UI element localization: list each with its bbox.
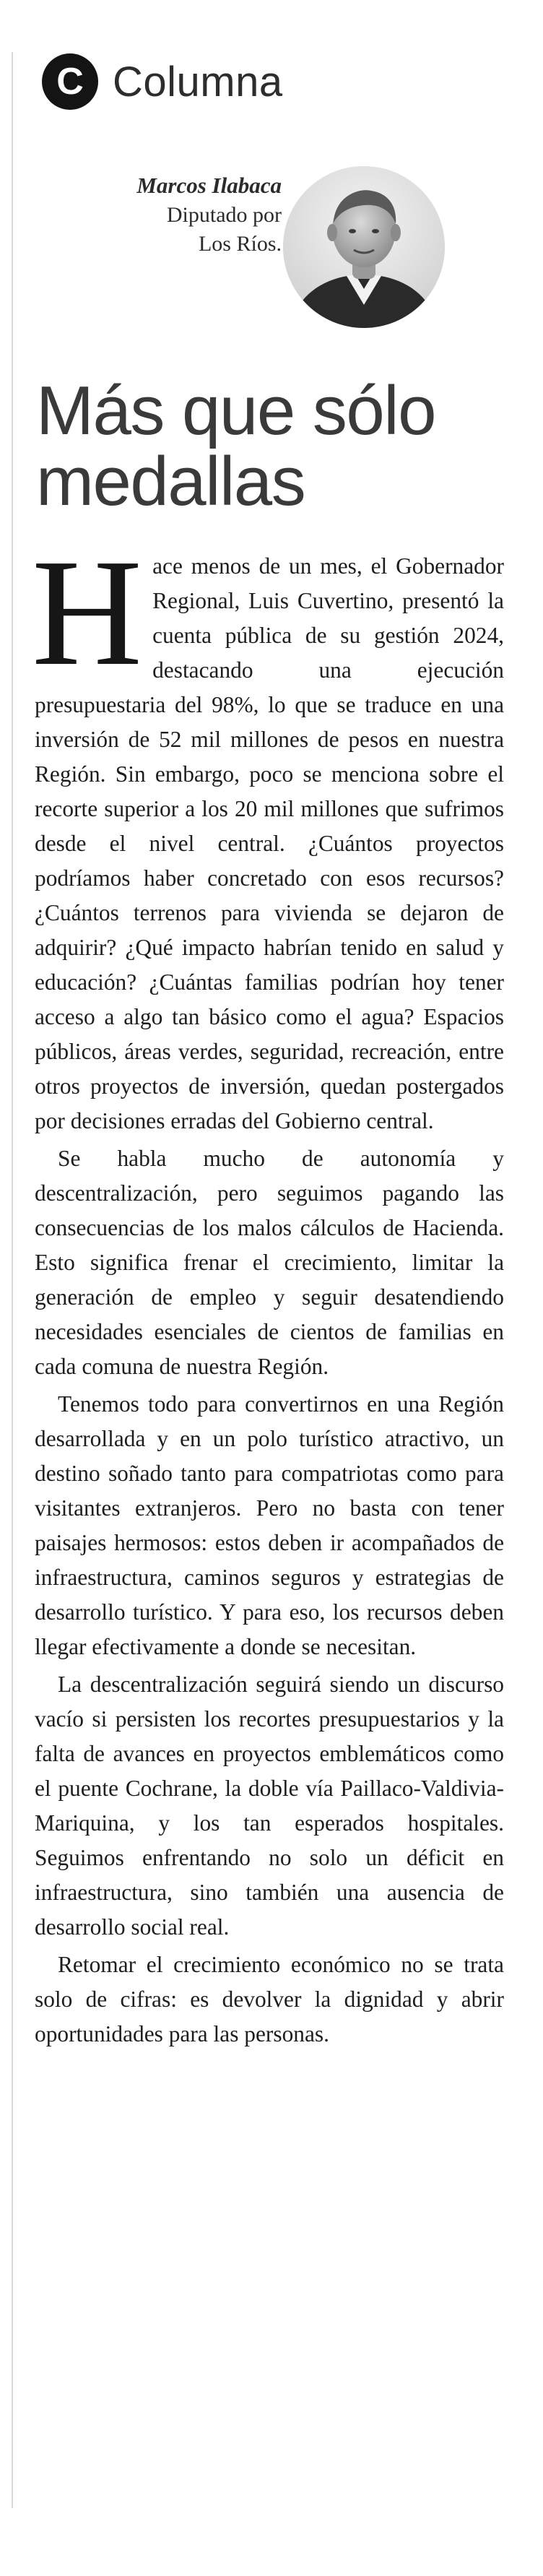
paragraph-2: Se habla mucho de autonomía y descentralización, pero seguimos pagando las consecuencias de los malos cálculos de Hacienda. Esto significa frenar el crecimiento, limitar la generación de empleo y seguir desatendiendo necesidades esenciales de cientos de familias en cada comuna de nuestra Región. xyxy=(35,1146,504,1379)
headline-line-1: Más que sólo xyxy=(36,372,435,449)
section-label: Columna xyxy=(113,58,283,105)
article-headline xyxy=(36,372,513,520)
paragraph-5: Retomar el crecimiento económico no se trata solo de cifras: es devolver la dignidad y abrir oportunidades para las personas. xyxy=(35,1952,504,2046)
headline-line-2: medallas xyxy=(36,442,305,520)
left-margin-rule xyxy=(12,52,13,2508)
paragraph-1-text: ace menos de un mes, el Gobernador Regional, Luis Cuvertino, presentó la cuenta pública de su gestión 2024, destacando una ejecución presupuestaria del 98%, lo que se traduce en una inversión de 52 mil millones de pesos en nuestra Región. Sin embargo, poco se menciona sobre el recorte superior a los 20 mil millones que sufrimos desde el nivel central. ¿Cuántos proyectos podríamos haber concretado con esos recursos? ¿Cuántos terrenos para vivienda se dejaron de adquirir? ¿Qué impacto habrían tenido en salud y educación? ¿Cuántas familias podrían hoy tener acceso a algo tan básico como el agua? Espacios públicos, áreas verdes, seguridad, recreación, entre otros proyectos de inversión, quedan postergados por decisiones erradas del Gobierno central. xyxy=(35,553,504,1133)
author-byline xyxy=(0,170,282,259)
author-role-line-2: Los Ríos. xyxy=(198,232,282,256)
drop-cap: H xyxy=(32,527,143,697)
author-portrait-icon xyxy=(283,166,445,328)
article-body xyxy=(32,527,504,2052)
author-role-line-1: Diputado por xyxy=(166,202,282,227)
paragraph-3: Tenemos todo para convertirnos en una Región desarrollada y en un polo turístico atractivo, un destino soñado tanto para compatriotas como para visitantes extranjeros. Pero no basta con tener paisajes hermosos: estos deben ir acompañados de infraestructura, caminos seguros y estrategias de desarrollo turístico. Y para eso, los recursos deben llegar efectivamente a donde se necesitan. xyxy=(35,1391,504,1659)
section-header xyxy=(42,49,283,114)
paragraph-4: La descentralización seguirá siendo un discurso vacío si persisten los recortes presupuestarios y la falta de avances en proyectos emblemáticos como el puente Cochrane, la doble vía Paillaco-Valdivia-Mariquina, y los tan esperados hospitales. Seguimos enfrentando no solo un déficit en infraestructura, sino también una ausencia de desarrollo social real. xyxy=(35,1672,504,1940)
paragraph-1 xyxy=(32,527,504,1138)
author-name: Marcos Ilabaca xyxy=(136,173,282,198)
column-badge-icon: C xyxy=(42,53,98,110)
author-photo xyxy=(283,166,445,328)
